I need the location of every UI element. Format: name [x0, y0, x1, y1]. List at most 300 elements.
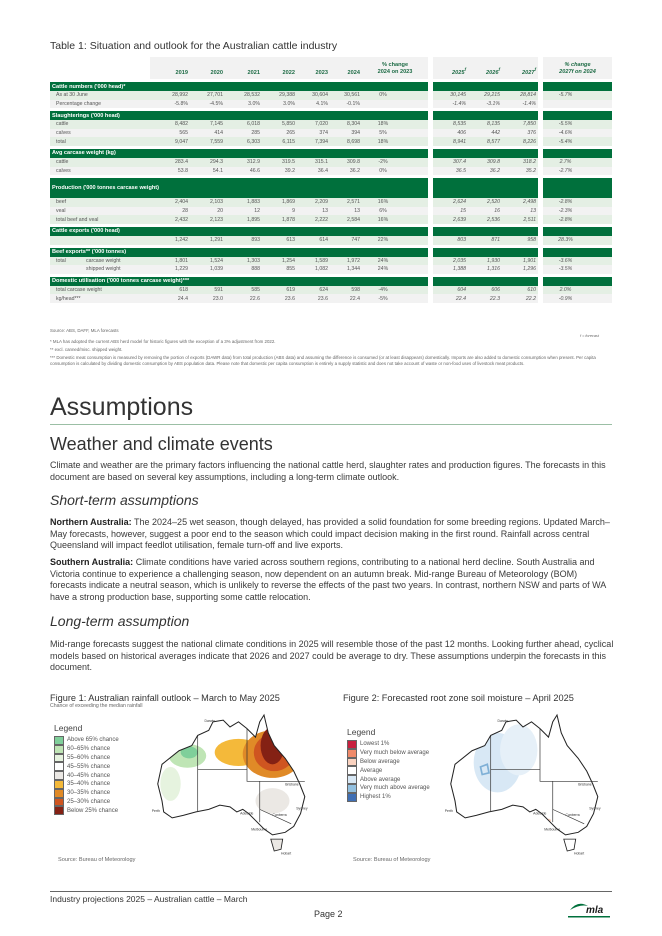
- footnote-2: ** excl. canned/misc. shipped weight.: [50, 347, 123, 352]
- legend-swatch: [54, 736, 64, 745]
- figure-1-source: Source: Bureau of Meteorology: [58, 857, 136, 863]
- cell-value: 1,895: [225, 215, 262, 224]
- cell-value: 1,242: [150, 236, 190, 245]
- legend-item: [54, 780, 119, 789]
- cell-change: 24%: [362, 265, 428, 274]
- cell-value: 5,850: [262, 120, 297, 129]
- legend-swatch: [347, 784, 357, 793]
- cell-value: 22.4: [330, 294, 362, 303]
- cell-value: 9: [262, 207, 297, 216]
- legend-label: 40–45% chance: [67, 772, 111, 779]
- cell-forecast: 13: [502, 207, 538, 216]
- legend-item: [54, 762, 119, 771]
- cell-change: 18%: [362, 120, 428, 129]
- cell-forecast: 376: [502, 129, 538, 138]
- cell-value: 618: [150, 286, 190, 295]
- legend-label: 25–30% chance: [67, 798, 111, 805]
- cell-forecast: -1.4%: [433, 100, 468, 109]
- cell-forecast: 8,226: [502, 137, 538, 146]
- cell-value: 23.0: [190, 294, 225, 303]
- row-label: [50, 236, 150, 245]
- cell-forecast: 8,535: [433, 120, 468, 129]
- map2-label-adelaide: Adelaide: [533, 811, 547, 816]
- cell-value: 312.9: [225, 158, 262, 167]
- cell-value: 23.6: [262, 294, 297, 303]
- cell-value: 30,604: [297, 91, 330, 100]
- legend-item: [54, 745, 119, 754]
- table-source: Source: ABS, DAFF, MLA forecasts: [50, 328, 119, 333]
- cell-value: 7,394: [297, 137, 330, 146]
- cell-value: 374: [297, 129, 330, 138]
- legend-label: 60–65% chance: [67, 746, 111, 753]
- cell-forecast: 30,145: [433, 91, 468, 100]
- cell-value: 315.1: [297, 158, 330, 167]
- section-change-band: [543, 149, 612, 158]
- section-forecast-band: [433, 178, 538, 198]
- cell-value: 265: [262, 129, 297, 138]
- section-header: [50, 82, 612, 91]
- row-label: kg/head***: [50, 294, 150, 303]
- legend-swatch: [54, 780, 64, 789]
- cell-forecast: 1,296: [502, 265, 538, 274]
- table-title: Table 1: Situation and outlook for the Australian cattle industry: [50, 40, 338, 52]
- cell-forecast-change: -4.6%: [543, 129, 612, 138]
- cell-forecast-change: -2.8%: [543, 198, 612, 207]
- year-header: 2021: [225, 57, 262, 79]
- section-header: [50, 178, 612, 198]
- cell-value: 6,115: [262, 137, 297, 146]
- cell-value: 283.4: [150, 158, 190, 167]
- cell-value: 28: [150, 207, 190, 216]
- cell-value: 2,222: [297, 215, 330, 224]
- row-label: total: [50, 137, 150, 146]
- section-title: Production ('000 tonnes carcase weight): [50, 178, 428, 198]
- cell-change: 0%: [362, 167, 428, 176]
- section-header: [50, 111, 612, 120]
- cell-forecast: 8,135: [468, 120, 502, 129]
- cell-value: 1,869: [262, 198, 297, 207]
- cell-value: 23.6: [297, 294, 330, 303]
- cell-value: 2,432: [150, 215, 190, 224]
- section-title: Domestic utilisation ('000 tonnes carcase weight)***: [50, 277, 428, 286]
- cell-forecast-change: -2.3%: [543, 207, 612, 216]
- cell-change: 0%: [362, 91, 428, 100]
- cell-forecast: 2,035: [433, 257, 468, 266]
- cell-value: 414: [190, 129, 225, 138]
- intro-paragraph: Climate and weather are the primary factors influencing the national cattle herd, slaughter rates and production figures. The forecasts in this document are based on several key assumptions, including a long-term climate outlook.: [50, 460, 606, 482]
- cell-value: 28,992: [150, 91, 190, 100]
- legend-label: Below 25% chance: [67, 807, 119, 814]
- cell-forecast: -3.1%: [468, 100, 502, 109]
- cell-value: 6,303: [225, 137, 262, 146]
- cell-forecast: 406: [433, 129, 468, 138]
- cell-change: 6%: [362, 207, 428, 216]
- cell-value: 1,883: [225, 198, 262, 207]
- cell-forecast: 15: [433, 207, 468, 216]
- section-header: [50, 248, 612, 257]
- cell-forecast-change: -3.6%: [543, 257, 612, 266]
- section-change-band: [543, 277, 612, 286]
- legend-label: 35–40% chance: [67, 781, 111, 788]
- legend-label: Highest 1%: [360, 794, 391, 801]
- cell-value: 36.2: [330, 167, 362, 176]
- cell-value: 2,103: [190, 198, 225, 207]
- figure-2-legend-title: Legend: [347, 727, 376, 737]
- forecast-mark: f: [534, 67, 536, 73]
- cell-change: 22%: [362, 236, 428, 245]
- section-change-band: [543, 111, 612, 120]
- cell-forecast: 2,624: [433, 198, 468, 207]
- cell-forecast: 36.2: [468, 167, 502, 176]
- cell-value: 8,482: [150, 120, 190, 129]
- map1-label-brisbane: Brisbane: [285, 782, 299, 787]
- table-row: [50, 207, 612, 216]
- legend-label: Above 65% chance: [67, 737, 119, 744]
- cell-forecast: 442: [468, 129, 502, 138]
- legend-swatch: [54, 762, 64, 771]
- table-row: [50, 286, 612, 295]
- footer-divider: [50, 891, 612, 892]
- cell-forecast: 958: [502, 236, 538, 245]
- legend-label: 30–35% chance: [67, 790, 111, 797]
- cell-change: 16%: [362, 215, 428, 224]
- assumptions-heading: Assumptions: [50, 393, 194, 421]
- row-label: beef: [50, 198, 150, 207]
- cell-value: 1,972: [330, 257, 362, 266]
- cell-value: 1,291: [190, 236, 225, 245]
- cell-value: 893: [225, 236, 262, 245]
- cell-value: 1,524: [190, 257, 225, 266]
- year-header: 2022: [262, 57, 297, 79]
- cell-value: 1,878: [262, 215, 297, 224]
- soil-moisture-map: [438, 711, 608, 861]
- cell-value: 8,698: [330, 137, 362, 146]
- cell-value: 1,589: [297, 257, 330, 266]
- cell-value: 888: [225, 265, 262, 274]
- year-header: 2024: [330, 57, 362, 79]
- cell-change: 24%: [362, 257, 428, 266]
- short-term-heading: Short-term assumptions: [50, 492, 199, 508]
- year-header: 2020: [190, 57, 225, 79]
- figure-1-subtitle: Chance of exceeding the median rainfall: [50, 703, 143, 709]
- cell-value: 13: [330, 207, 362, 216]
- year-header: 2019: [150, 57, 190, 79]
- cell-change: -5%: [362, 294, 428, 303]
- legend-item: [54, 736, 119, 745]
- cell-value: 613: [262, 236, 297, 245]
- cell-value: 36.4: [297, 167, 330, 176]
- section-forecast-band: [433, 277, 538, 286]
- legend-swatch: [54, 806, 64, 815]
- table-row: [50, 215, 612, 224]
- cell-value: 1,039: [190, 265, 225, 274]
- cell-forecast: -1.4%: [502, 100, 538, 109]
- mla-logo-text: mla: [586, 905, 604, 916]
- table-row: [50, 265, 612, 274]
- cell-value: 2,123: [190, 215, 225, 224]
- legend-label: Above average: [360, 776, 401, 783]
- map2-label-brisbane: Brisbane: [578, 782, 592, 787]
- heading-divider: [50, 424, 612, 425]
- cell-forecast: 7,850: [502, 120, 538, 129]
- cell-value: -4.5%: [190, 100, 225, 109]
- legend-label: Lowest 1%: [360, 741, 390, 748]
- cell-value: 614: [297, 236, 330, 245]
- section-change-band: [543, 82, 612, 91]
- cell-forecast: 871: [468, 236, 502, 245]
- weather-heading: Weather and climate events: [50, 434, 273, 454]
- table-row: [50, 198, 612, 207]
- cell-value: 585: [225, 286, 262, 295]
- row-label: cattle: [50, 120, 150, 129]
- cell-forecast: 28,814: [502, 91, 538, 100]
- cell-value: 319.5: [262, 158, 297, 167]
- cell-value: 54.1: [190, 167, 225, 176]
- cell-change: [362, 100, 428, 109]
- cell-forecast: 1,388: [433, 265, 468, 274]
- map2-label-hobart: Hobart: [574, 851, 585, 856]
- row-label: total beef and veal: [50, 215, 150, 224]
- legend-swatch: [54, 754, 64, 763]
- cell-forecast: 16: [468, 207, 502, 216]
- change-header: % change 2024 on 2023: [362, 57, 428, 79]
- table-row: [50, 91, 612, 100]
- legend-item: [347, 775, 430, 784]
- cell-forecast-change: -5.5%: [543, 120, 612, 129]
- northern-paragraph: [50, 517, 615, 552]
- legend-item: [347, 740, 430, 749]
- legend-item: [54, 771, 119, 780]
- legend-swatch: [347, 749, 357, 758]
- section-header: [50, 277, 612, 286]
- cell-forecast: 1,316: [468, 265, 502, 274]
- cell-forecast: 309.8: [468, 158, 502, 167]
- table-row: [50, 129, 612, 138]
- cell-forecast: 2,639: [433, 215, 468, 224]
- section-title: Slaughterings ('000 head): [50, 111, 428, 120]
- cell-change: -4%: [362, 286, 428, 295]
- cell-value: 1,082: [297, 265, 330, 274]
- cell-value: 7,145: [190, 120, 225, 129]
- map1-label-sydney: Sydney: [296, 806, 308, 811]
- section-change-band: [543, 227, 612, 236]
- legend-swatch: [347, 775, 357, 784]
- cell-forecast: 29,215: [468, 91, 502, 100]
- cell-value: 1,229: [150, 265, 190, 274]
- cell-forecast: 35.2: [502, 167, 538, 176]
- table-row: [50, 120, 612, 129]
- cell-value: 598: [330, 286, 362, 295]
- cell-value: 20: [190, 207, 225, 216]
- section-forecast-band: [433, 227, 538, 236]
- cell-forecast: 2,498: [502, 198, 538, 207]
- southern-label: Southern Australia:: [50, 557, 134, 567]
- section-forecast-band: [433, 82, 538, 91]
- northern-text: The 2024–25 wet season, though delayed, has provided a solid foundation for some breeding regions. Updated March–May forecasts, however, suggest a poor end to the season which could impact decision making in the first round. Rainfall across central Queensland will impact feedlot utilisation, female turn-off and live exports.: [50, 517, 610, 551]
- cell-value: 27,701: [190, 91, 225, 100]
- legend-label: Average: [360, 767, 383, 774]
- cell-forecast: 610: [502, 286, 538, 295]
- section-forecast-band: [433, 149, 538, 158]
- section-header: [50, 149, 612, 158]
- cell-change: 5%: [362, 129, 428, 138]
- cell-value: 53.8: [150, 167, 190, 176]
- legend-item: [347, 758, 430, 767]
- cell-value: 12: [225, 207, 262, 216]
- figure-1-legend: [54, 736, 119, 815]
- cell-forecast-change: [543, 100, 612, 109]
- figure-1: [50, 693, 335, 868]
- forecast-year-header: 2025$^f$: [433, 57, 468, 79]
- legend-item: [54, 798, 119, 807]
- section-forecast-band: [433, 111, 538, 120]
- footnote-1: * MLA has adopted the current ABS herd model for historic figures with the exception of a 3% adjustment from 2022.: [50, 339, 276, 344]
- map1-label-darwin: Darwin: [204, 718, 216, 723]
- figure-2-legend: [347, 740, 430, 802]
- row-label: As at 30 June: [50, 91, 150, 100]
- cell-value: 1,344: [330, 265, 362, 274]
- row-label: Percentage change: [50, 100, 150, 109]
- cell-forecast-change: -2.8%: [543, 215, 612, 224]
- cell-forecast: 318.2: [502, 158, 538, 167]
- cell-forecast: 36.5: [433, 167, 468, 176]
- cell-value: 2,404: [150, 198, 190, 207]
- forecast-mark: f: [464, 67, 466, 73]
- section-title: Beef exports** ('000 tonnes): [50, 248, 428, 257]
- table-row: [50, 100, 612, 109]
- cell-forecast-change: -2.7%: [543, 167, 612, 176]
- map1-label-perth: Perth: [151, 808, 160, 813]
- cell-change: -2%: [362, 158, 428, 167]
- northern-label: Northern Australia:: [50, 517, 132, 527]
- southern-text: Climate conditions have varied across southern regions, contributing to a national herd decline. South Australia and Victoria continue to experience a challenging season, now dependent on an autumn break. Mid-range Bureau of Meteorology (BOM) forecasts indicate a neutral season, which is unlikely to reverse the effects of the past two years. In contrast, northern NSW and parts of WA have a strong production base, supporting some cattle relocation.: [50, 557, 606, 602]
- map2-label-darwin: Darwin: [497, 718, 509, 723]
- page-number: Page 2: [314, 909, 343, 919]
- cell-forecast: 307.4: [433, 158, 468, 167]
- cell-forecast-change: -3.5%: [543, 265, 612, 274]
- map1-label-melbourne: Melbourne: [251, 827, 268, 832]
- cell-value: 24.4: [150, 294, 190, 303]
- footer-title: Industry projections 2025 – Australian cattle – March: [50, 894, 248, 904]
- cell-value: 3.0%: [262, 100, 297, 109]
- legend-item: [54, 754, 119, 763]
- section-header: [50, 227, 612, 236]
- cell-value: 394: [330, 129, 362, 138]
- figure-1-title: Figure 1: Australian rainfall outlook – March to May 2025: [50, 693, 280, 703]
- cell-forecast: 2,520: [468, 198, 502, 207]
- map1-label-canberra: Canberra: [272, 813, 287, 818]
- cell-forecast: 604: [433, 286, 468, 295]
- cell-forecast: 22.2: [502, 294, 538, 303]
- cell-value: 28,532: [225, 91, 262, 100]
- header-blank: [50, 57, 150, 79]
- cell-forecast-change: -5.4%: [543, 137, 612, 146]
- legend-swatch: [54, 745, 64, 754]
- cell-forecast: 803: [433, 236, 468, 245]
- cell-forecast-change: 2.0%: [543, 286, 612, 295]
- cell-forecast: 8,577: [468, 137, 502, 146]
- cell-forecast-change: 28.3%: [543, 236, 612, 245]
- mla-logo: [566, 898, 612, 920]
- cell-change: 16%: [362, 198, 428, 207]
- cell-value: 3.0%: [225, 100, 262, 109]
- cell-value: 1,303: [225, 257, 262, 266]
- legend-item: [54, 806, 119, 815]
- legend-item: [54, 789, 119, 798]
- map1-label-hobart: Hobart: [281, 851, 292, 856]
- map2-label-canberra: Canberra: [565, 813, 580, 818]
- map2-label-perth: Perth: [444, 808, 453, 813]
- row-label: [50, 265, 150, 274]
- footnote-3: *** Domestic meat consumption is measured by removing the portion of exports (DAWR data) from total production (ABS data) and assuming the difference is consumed (or at least disappears) domestically. Imports are also added to domestic consumption when present. Per capita consumption is calculated by dividing domestic consumption by ABS population data. Please note that domestic per capita consumption is entirely a supply statistic and does not take account of waste or non-food uses of livestock meat products.: [50, 355, 596, 366]
- cell-value: 565: [150, 129, 190, 138]
- cell-forecast-change: -0.9%: [543, 294, 612, 303]
- cell-value: 29,388: [262, 91, 297, 100]
- cell-value: 6,018: [225, 120, 262, 129]
- row-label: calves: [50, 167, 150, 176]
- section-forecast-band: [433, 248, 538, 257]
- cell-value: 2,571: [330, 198, 362, 207]
- cell-forecast: 22.4: [433, 294, 468, 303]
- row-label-text: shipped weight: [86, 266, 121, 273]
- cell-value: 309.8: [330, 158, 362, 167]
- cell-value: -0.1%: [330, 100, 362, 109]
- table-row: [50, 167, 612, 176]
- legend-label: 45–55% chance: [67, 763, 111, 770]
- row-label: calves: [50, 129, 150, 138]
- southern-paragraph: [50, 557, 615, 603]
- map2-label-melbourne: Melbourne: [544, 827, 561, 832]
- cell-value: 8,304: [330, 120, 362, 129]
- cell-forecast-change: 2.7%: [543, 158, 612, 167]
- cell-value: 7,020: [297, 120, 330, 129]
- cell-forecast: 2,536: [468, 215, 502, 224]
- cell-value: 619: [262, 286, 297, 295]
- legend-label: Below average: [360, 758, 400, 765]
- forecast-year-header: 2026$^f$: [468, 57, 502, 79]
- cell-value: 1,254: [262, 257, 297, 266]
- legend-swatch: [347, 766, 357, 775]
- forecast-note: f = forecast: [580, 334, 599, 338]
- legend-swatch: [54, 798, 64, 807]
- row-label: veal: [50, 207, 150, 216]
- forecast-year-header: 2027$^f$: [502, 57, 538, 79]
- cell-value: 9,047: [150, 137, 190, 146]
- cell-forecast: 2,511: [502, 215, 538, 224]
- cell-forecast-change: -5.7%: [543, 91, 612, 100]
- cell-value: 22.6: [225, 294, 262, 303]
- section-title: Cattle exports ('000 head): [50, 227, 428, 236]
- cell-value: 2,209: [297, 198, 330, 207]
- cell-value: 4.1%: [297, 100, 330, 109]
- legend-item: [347, 749, 430, 758]
- legend-item: [347, 793, 430, 802]
- cell-value: 13: [297, 207, 330, 216]
- cell-value: 294.3: [190, 158, 225, 167]
- legend-swatch: [347, 740, 357, 749]
- cattle-outlook-table: [50, 57, 612, 303]
- cell-change: 18%: [362, 137, 428, 146]
- row-label-text: carcase weight: [86, 257, 121, 264]
- cell-forecast: 1,901: [502, 257, 538, 266]
- table-row: [50, 257, 612, 266]
- map1-label-adelaide: Adelaide: [240, 811, 254, 816]
- section-change-band: [543, 178, 612, 198]
- table-row: [50, 158, 612, 167]
- section-title: Cattle numbers ('000 head)*: [50, 82, 428, 91]
- map2-label-sydney: Sydney: [589, 806, 601, 811]
- cell-value: 855: [262, 265, 297, 274]
